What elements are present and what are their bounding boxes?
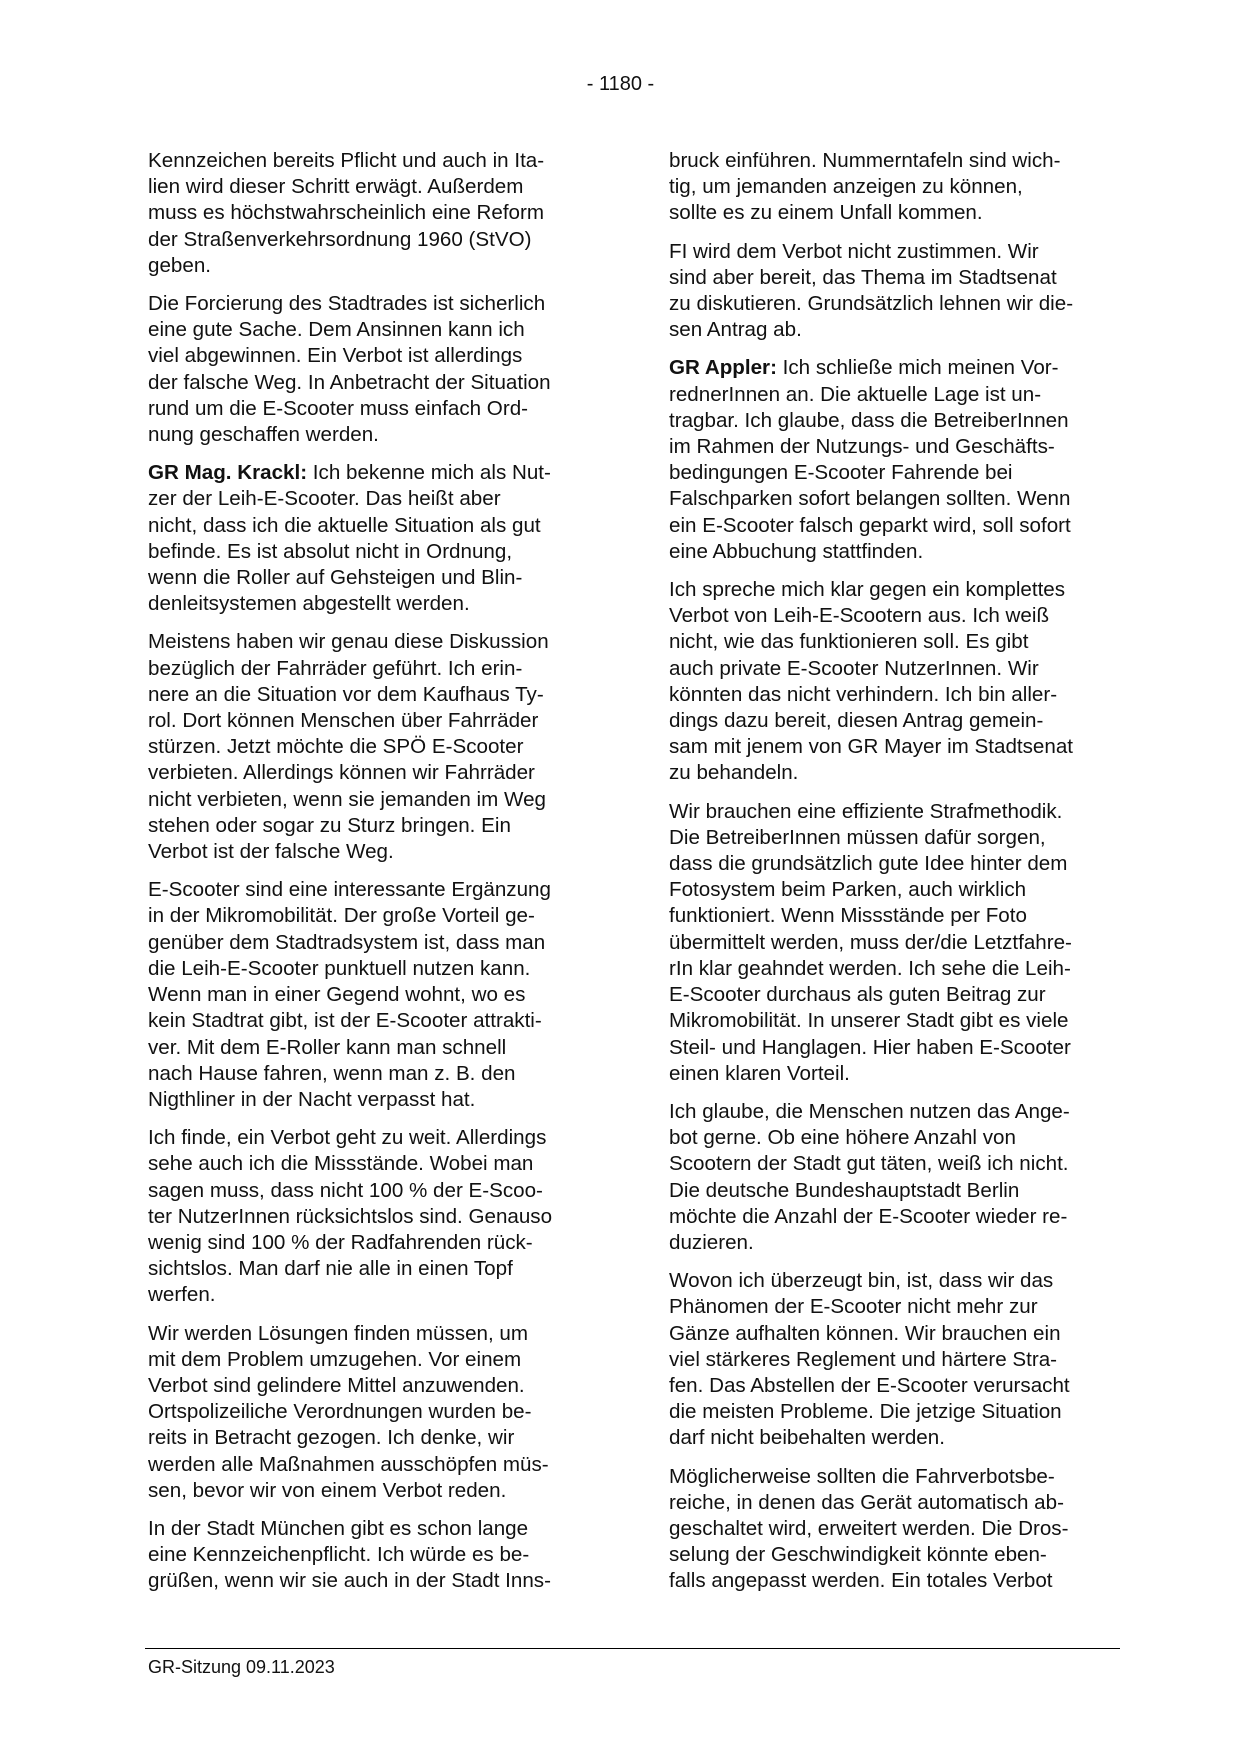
text-line: nach Hause fahren, wenn man z. B. den [148,1061,516,1085]
text-line: falls angepasst werden. Ein totales Verbot [669,1569,1053,1593]
text-line: zer der Leih-E-Scooter. Das heißt aber [148,487,501,511]
text-line: rund um die E-Scooter muss einfach Ord- [148,396,528,420]
text-line: viel stärkeres Reglement und härtere Stra- [669,1347,1058,1371]
text-line: sen Antrag ab. [669,318,802,342]
text-line: werfen. [148,1283,216,1307]
text-line: möchte die Anzahl der E-Scooter wieder re- [669,1204,1068,1228]
paragraph [669,799,1114,1087]
text-line: duzieren. [669,1230,754,1254]
paragraph [669,1464,1114,1595]
text-line: sagen muss, dass nicht 100 % der E-Scoo- [148,1178,543,1202]
text-line: reiche, in denen das Gerät automatisch ab- [669,1490,1064,1514]
text-line: ein E-Scooter falsch geparkt wird, soll sofort [669,513,1071,537]
text-line: die meisten Probleme. Die jetzige Situation [669,1400,1062,1424]
text-line: Wenn man in einer Gegend wohnt, wo es [148,983,526,1007]
text-line: Ortspolizeiliche Verordnungen wurden be- [148,1400,532,1424]
paragraph [148,1321,593,1504]
text-line: Ich spreche mich klar gegen ein komplettes [669,578,1066,602]
text-line: bot gerne. Ob eine höhere Anzahl von [669,1126,1016,1150]
text-line: ter NutzerInnen rücksichtslos sind. Genauso [148,1204,553,1228]
text-line: verbieten. Allerdings können wir Fahrräder [148,761,535,785]
page-number: - 1180 - [586,73,655,95]
text-line: Steil- und Hanglagen. Hier haben E-Scooter [669,1035,1071,1059]
text-line: Falschparken sofort belangen sollten. Wenn [669,487,1071,511]
text-line: viel abgewinnen. Ein Verbot ist allerdings [148,344,523,368]
text-line: lien wird dieser Schritt erwägt. Außerdem [148,175,524,199]
text-line: in der Mikromobilität. Der große Vorteil ge- [148,904,535,928]
text-line: selung der Geschwindigkeit könnte eben- [669,1543,1047,1567]
text-line: zu behandeln. [669,761,799,785]
paragraph [669,577,1114,787]
text-line: E-Scooter sind eine interessante Ergänzung [148,878,551,902]
paragraph [669,148,1114,227]
text-line [669,355,1114,381]
text-line: ver. Mit dem E-Roller kann man schnell [148,1035,507,1059]
text-line: Wir werden Lösungen finden müssen, um [148,1321,529,1345]
text-line: genüber dem Stadtradsystem ist, dass man [148,930,546,954]
text-line: nung geschaffen werden. [148,423,379,447]
text-line: zu diskutieren. Grundsätzlich lehnen wir die- [669,292,1074,316]
text-line [148,460,593,486]
text-line: E-Scooter durchaus als guten Beitrag zur [669,983,1046,1007]
text-line: Verbot von Leih-E-Scootern aus. Ich weiß [669,604,1050,628]
text-line: Meistens haben wir genau diese Diskussion [148,630,549,654]
text-line: Möglicherweise sollten die Fahrverbotsbe- [669,1464,1055,1488]
footer-divider [145,1648,1120,1649]
text-line: sehe auch ich die Missstände. Wobei man [148,1152,534,1176]
text-line: Wir brauchen eine effiziente Strafmethodik. [669,799,1063,823]
text-line: der falsche Weg. In Anbetracht der Situation [148,370,551,394]
text-line: mit dem Problem umzugehen. Vor einem [148,1347,522,1371]
text-line: eine Kennzeichenpflicht. Ich würde es be- [148,1543,530,1567]
text-line: wenig sind 100 % der Radfahrenden rück- [148,1230,533,1254]
text-line: sollte es zu einem Unfall kommen. [669,201,983,225]
paragraph [148,877,593,1113]
text-line: nicht verbieten, wenn sie jemanden im Weg [148,787,546,811]
text-line: bedingungen E-Scooter Fahrende bei [669,461,1013,485]
paragraph [148,291,593,448]
text-line: Ich finde, ein Verbot geht zu weit. Allerdings [148,1126,547,1150]
paragraph [148,148,593,279]
text-line: eine gute Sache. Dem Ansinnen kann ich [148,318,525,342]
text-line: Nigthliner in der Nacht verpasst hat. [148,1087,476,1111]
text-line: Mikromobilität. In unserer Stadt gibt es viele [669,1009,1069,1033]
text-line: Verbot ist der falsche Weg. [148,840,394,864]
text-line: Wovon ich überzeugt bin, ist, dass wir das [669,1269,1054,1293]
text-line: rIn klar geahndet werden. Ich sehe die Leih- [669,956,1071,980]
text-line: reits in Betracht gezogen. Ich denke, wir [148,1426,515,1450]
text-line: geben. [148,253,211,277]
speaker-name: GR Mag. Krackl: [148,461,308,485]
text-line: grüßen, wenn wir sie auch in der Stadt Inns- [148,1569,551,1593]
text-line: nicht, wie das funktionieren soll. Es gibt [669,630,1029,654]
text-line: könnten das nicht verhindern. Ich bin aller- [669,682,1058,706]
text-line: die Leih-E-Scooter punktuell nutzen kann. [148,956,531,980]
text-line: muss es höchstwahrscheinlich eine Reform [148,201,545,225]
speaker-name: GR Appler: [669,356,777,380]
right-column [669,148,1114,1607]
speaker-paragraph [669,355,1114,565]
text-fragment: Ich bekenne mich als Nut- [307,461,551,485]
paragraph [669,239,1114,344]
text-line: tragbar. Ich glaube, dass die BetreiberInnen [669,408,1069,432]
text-line: nicht, dass ich die aktuelle Situation als gut [148,513,541,537]
text-line: darf nicht beibehalten werden. [669,1426,945,1450]
text-line: Scootern der Stadt gut täten, weiß ich nicht. [669,1152,1069,1176]
text-line: Phänomen der E-Scooter nicht mehr zur [669,1295,1038,1319]
text-line: dass die grundsätzlich gute Idee hinter dem [669,852,1068,876]
text-line: der Straßenverkehrsordnung 1960 (StVO) [148,227,532,251]
text-line: Die deutsche Bundeshauptstadt Berlin [669,1178,1020,1202]
paragraph [669,1099,1114,1256]
text-line: Ich glaube, die Menschen nutzen das Ange- [669,1099,1070,1123]
text-line: kein Stadtrat gibt, ist der E-Scooter attrakti- [148,1009,542,1033]
text-line: auch private E-Scooter NutzerInnen. Wir [669,656,1039,680]
text-line: FI wird dem Verbot nicht zustimmen. Wir [669,239,1039,263]
text-line: denleitsystemen abgestellt werden. [148,592,470,616]
text-line: im Rahmen der Nutzungs- und Geschäfts- [669,435,1055,459]
text-line: stehen oder sogar zu Sturz bringen. Ein [148,813,511,837]
text-line: übermittelt werden, muss der/die Letztfahre- [669,930,1072,954]
text-line: Die BetreiberInnen müssen dafür sorgen, [669,825,1046,849]
footer-session-date: GR-Sitzung 09.11.2023 [148,1657,335,1677]
text-line: rol. Dort können Menschen über Fahrräder [148,709,539,733]
text-line: geschaltet wird, erweitert werden. Die Dros- [669,1516,1069,1540]
text-line: einen klaren Vorteil. [669,1061,850,1085]
text-fragment: Ich schließe mich meinen Vor- [776,356,1059,380]
text-line: funktioniert. Wenn Missstände per Foto [669,904,1027,928]
text-line: werden alle Maßnahmen ausschöpfen müs- [148,1452,549,1476]
paragraph [669,1268,1114,1451]
text-line: nere an die Situation vor dem Kaufhaus Ty- [148,682,544,706]
paragraph [148,1516,593,1595]
text-line: sichtslos. Man darf nie alle in einen Topf [148,1257,513,1281]
text-line: befinde. Es ist absolut nicht in Ordnung, [148,539,513,563]
text-line: sam mit jenem von GR Mayer im Stadtsenat [669,735,1074,759]
text-line: Kennzeichen bereits Pflicht und auch in Ita- [148,149,545,172]
text-line: sind aber bereit, das Thema im Stadtsenat [669,265,1057,289]
text-line: Fotosystem beim Parken, auch wirklich [669,878,1027,902]
text-line: bezüglich der Fahrräder geführt. Ich erin- [148,656,523,680]
text-line: bruck einführen. Nummerntafeln sind wich- [669,149,1061,172]
text-line: eine Abbuchung stattfinden. [669,539,924,563]
left-column [148,148,593,1607]
text-line: dings dazu bereit, diesen Antrag gemein- [669,709,1044,733]
speaker-paragraph [148,460,593,617]
text-line: wenn die Roller auf Gehsteigen und Blin- [148,566,523,590]
text-line: Gänze aufhalten können. Wir brauchen ein [669,1321,1061,1345]
paragraph [148,629,593,865]
text-line: stürzen. Jetzt möchte die SPÖ E-Scooter [148,735,524,759]
text-line: tig, um jemanden anzeigen zu können, [669,175,1023,199]
paragraph [148,1125,593,1308]
text-line: fen. Das Abstellen der E-Scooter verursacht [669,1373,1070,1397]
text-line: Die Forcierung des Stadtrades ist sicherlich [148,292,546,316]
text-line: In der Stadt München gibt es schon lange [148,1516,529,1540]
text-line: rednerInnen an. Die aktuelle Lage ist un- [669,382,1042,406]
text-line: Verbot sind gelindere Mittel anzuwenden. [148,1373,525,1397]
text-line: sen, bevor wir von einem Verbot reden. [148,1478,507,1502]
